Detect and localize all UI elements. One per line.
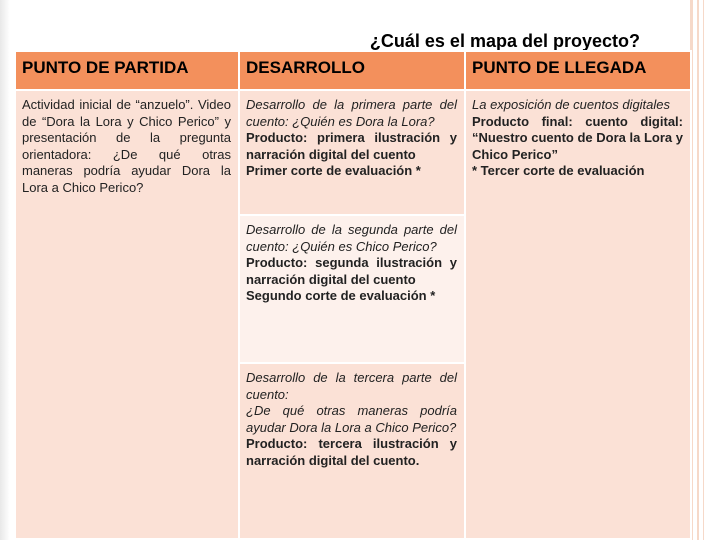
arrival-product: Producto final: cuento digital: “Nuestro cuento de Dora la Lora y Chico Perico”: [472, 113, 683, 162]
header-row: [15, 51, 691, 90]
part1-intro: Desarrollo de la primera parte del cuento: ¿Quién es Dora la Lora?: [246, 97, 457, 129]
development-part3-cell: [239, 363, 465, 539]
decorative-stripe: [703, 0, 704, 540]
development-part2-cell: [239, 215, 465, 363]
part2-cut: Segundo corte de evaluación *: [246, 288, 436, 304]
start-text: Actividad inicial de “anzuelo”. Video de “Dora la Lora y Chico Perico” y presentación de la pregunta orientadora: ¿De qué otras maneras podría ayudar Dora la Lora a Chico Perico?: [22, 97, 231, 195]
part2-intro: Desarrollo de la segunda parte del cuento: ¿Quién es Chico Perico?: [246, 222, 457, 254]
header-development: DESARROLLO: [239, 51, 465, 90]
part2-product: Producto: segunda ilustración y narración digital del cuento: [246, 255, 457, 287]
page-title: ¿Cuál es el mapa del proyecto?: [369, 31, 640, 51]
start-cell: [15, 90, 239, 539]
part1-cut: Primer corte de evaluación *: [246, 163, 421, 179]
content-row: [15, 90, 691, 215]
part3-question: ¿De qué otras maneras podría ayudar Dora la Lora a Chico Perico?: [246, 403, 457, 435]
part3-product: Producto: tercera ilustración y narración digital del cuento.: [246, 436, 457, 468]
project-map-table: [14, 50, 692, 540]
arrival-intro: La exposición de cuentos digitales: [472, 97, 671, 112]
decorative-stripe: [697, 0, 699, 540]
part3-intro: Desarrollo de la tercera parte del cuento:: [246, 370, 457, 402]
arrival-cut: * Tercer corte de evaluación: [472, 163, 645, 179]
development-part1-cell: [239, 90, 465, 215]
part1-product: Producto: primera ilustración y narración digital del cuento: [246, 130, 457, 162]
header-arrival: PUNTO DE LLEGADA: [465, 51, 691, 90]
header-start: PUNTO DE PARTIDA: [15, 51, 239, 90]
left-edge-shadow: [0, 0, 10, 540]
arrival-cell: [465, 90, 691, 539]
